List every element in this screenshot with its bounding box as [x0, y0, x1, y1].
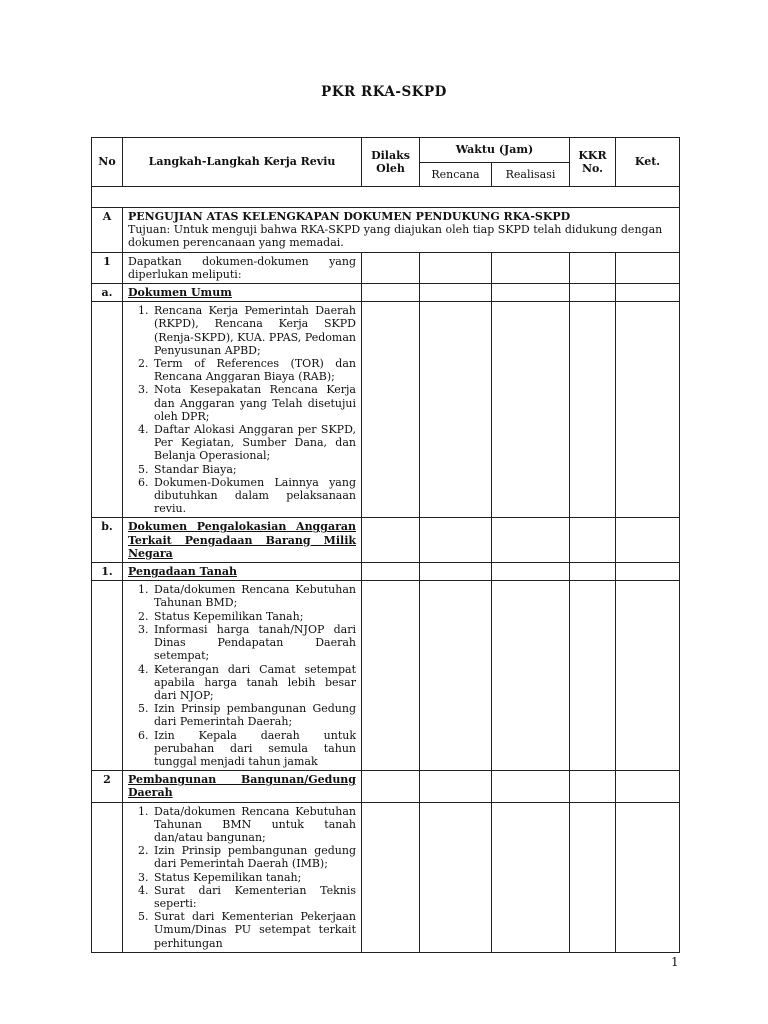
sub-1-items-cell	[123, 581, 362, 771]
header-done-by: Dilaks Oleh	[362, 138, 420, 187]
list-item: 1. Data/dokumen Rencana Kebutuhan Tahunan BMN untuk tanah dan/atau bangunan;	[152, 805, 356, 845]
section-a-no: A	[92, 208, 123, 253]
review-table	[91, 137, 680, 953]
sub-2-items-row	[92, 802, 680, 952]
header-steps: Langkah-Langkah Kerja Reviu	[123, 138, 362, 187]
list-item: 4. Keterangan dari Camat setempat apabila harga tanah lebih besar dari NJOP;	[152, 663, 356, 703]
sub-a-no: a.	[92, 284, 123, 302]
sub-1-list	[128, 583, 356, 768]
list-item: 2. Term of References (TOR) dan Rencana Anggaran Biaya (RAB);	[152, 357, 356, 383]
list-item: 5. Surat dari Kementerian Pekerjaan Umum/Dinas PU setempat terkait perhitungan	[152, 910, 356, 950]
spacer-row	[92, 187, 680, 208]
sub-2-items-cell	[123, 802, 362, 952]
list-item: 1. Rencana Kerja Pemerintah Daerah (RKPD), Rencana Kerja SKPD (Renja-SKPD), KUA. PPAS, Pedoman Penyusunan APBD;	[152, 304, 356, 357]
sub-a-items-row	[92, 302, 680, 518]
sub-2-list	[128, 805, 356, 950]
sub-2-title-row	[92, 771, 680, 802]
header-row	[92, 138, 680, 163]
list-item: 3. Status Kepemilikan tanah;	[152, 871, 356, 884]
list-item: 6. Dokumen-Dokumen Lainnya yang dibutuhkan dalam pelaksanaan reviu.	[152, 476, 356, 516]
list-item: 3. Informasi harga tanah/NJOP dari Dinas Pendapatan Daerah setempat;	[152, 623, 356, 663]
sub-a-title-row	[92, 284, 680, 302]
section-a-row	[92, 208, 680, 253]
sub-b-no: b.	[92, 518, 123, 563]
sub-1-title: Pengadaan Tanah	[123, 563, 362, 581]
header-plan: Rencana	[420, 163, 492, 187]
sub-a-title: Dokumen Umum	[123, 284, 362, 302]
sub-a-list	[128, 304, 356, 515]
list-item: 4. Daftar Alokasi Anggaran per SKPD, Per Kegiatan, Sumber Dana, dan Belanja Operasional;	[152, 423, 356, 463]
list-item: 5. Standar Biaya;	[152, 463, 356, 476]
sub-2-title: Pembangunan Bangunan/Gedung Daerah	[123, 771, 362, 802]
sub-b-title-row	[92, 518, 680, 563]
header-note: Ket.	[616, 138, 680, 187]
list-item: 5. Izin Prinsip pembangunan Gedung dari Pemerintah Daerah;	[152, 702, 356, 728]
header-time: Waktu (Jam)	[420, 138, 570, 163]
sub-2-no: 2	[92, 771, 123, 802]
sub-a-items-cell	[123, 302, 362, 518]
sub-1-no: 1.	[92, 563, 123, 581]
list-item: 4. Surat dari Kementerian Teknis seperti:	[152, 884, 356, 910]
document-title: PKR RKA-SKPD	[321, 84, 447, 100]
section-a-title: PENGUJIAN ATAS KELENGKAPAN DOKUMEN PENDUKUNG RKA-SKPD	[128, 210, 571, 223]
list-item: 6. Izin Kepala daerah untuk perubahan dari semula tahun tunggal menjadi tahun jamak	[152, 729, 356, 769]
section-a-cell	[123, 208, 680, 253]
section-a-purpose: Tujuan: Untuk menguji bahwa RKA-SKPD yang diajukan oleh tiap SKPD telah didukung dengan dokumen perencanaan yang memadai.	[128, 223, 663, 250]
list-item: 3. Nota Kesepakatan Rencana Kerja dan Anggaran yang Telah disetujui oleh DPR;	[152, 383, 356, 423]
step-1-row	[92, 252, 680, 283]
step-1-no: 1	[92, 252, 123, 283]
sub-1-title-row	[92, 563, 680, 581]
header-realization: Realisasi	[492, 163, 570, 187]
list-item: 1. Data/dokumen Rencana Kebutuhan Tahunan BMD;	[152, 583, 356, 609]
step-1-text: Dapatkan dokumen-dokumen yang diperlukan meliputi:	[123, 252, 362, 283]
list-item: 2. Status Kepemilikan Tanah;	[152, 610, 356, 623]
header-kkr: KKR No.	[570, 138, 616, 187]
page-number: 1	[671, 955, 679, 969]
sub-1-items-row	[92, 581, 680, 771]
list-item: 2. Izin Prinsip pembangunan gedung dari Pemerintah Daerah (IMB);	[152, 844, 356, 870]
header-no: No	[92, 138, 123, 187]
sub-b-title: Dokumen Pengalokasian Anggaran Terkait Pengadaan Barang Milik Negara	[123, 518, 362, 563]
